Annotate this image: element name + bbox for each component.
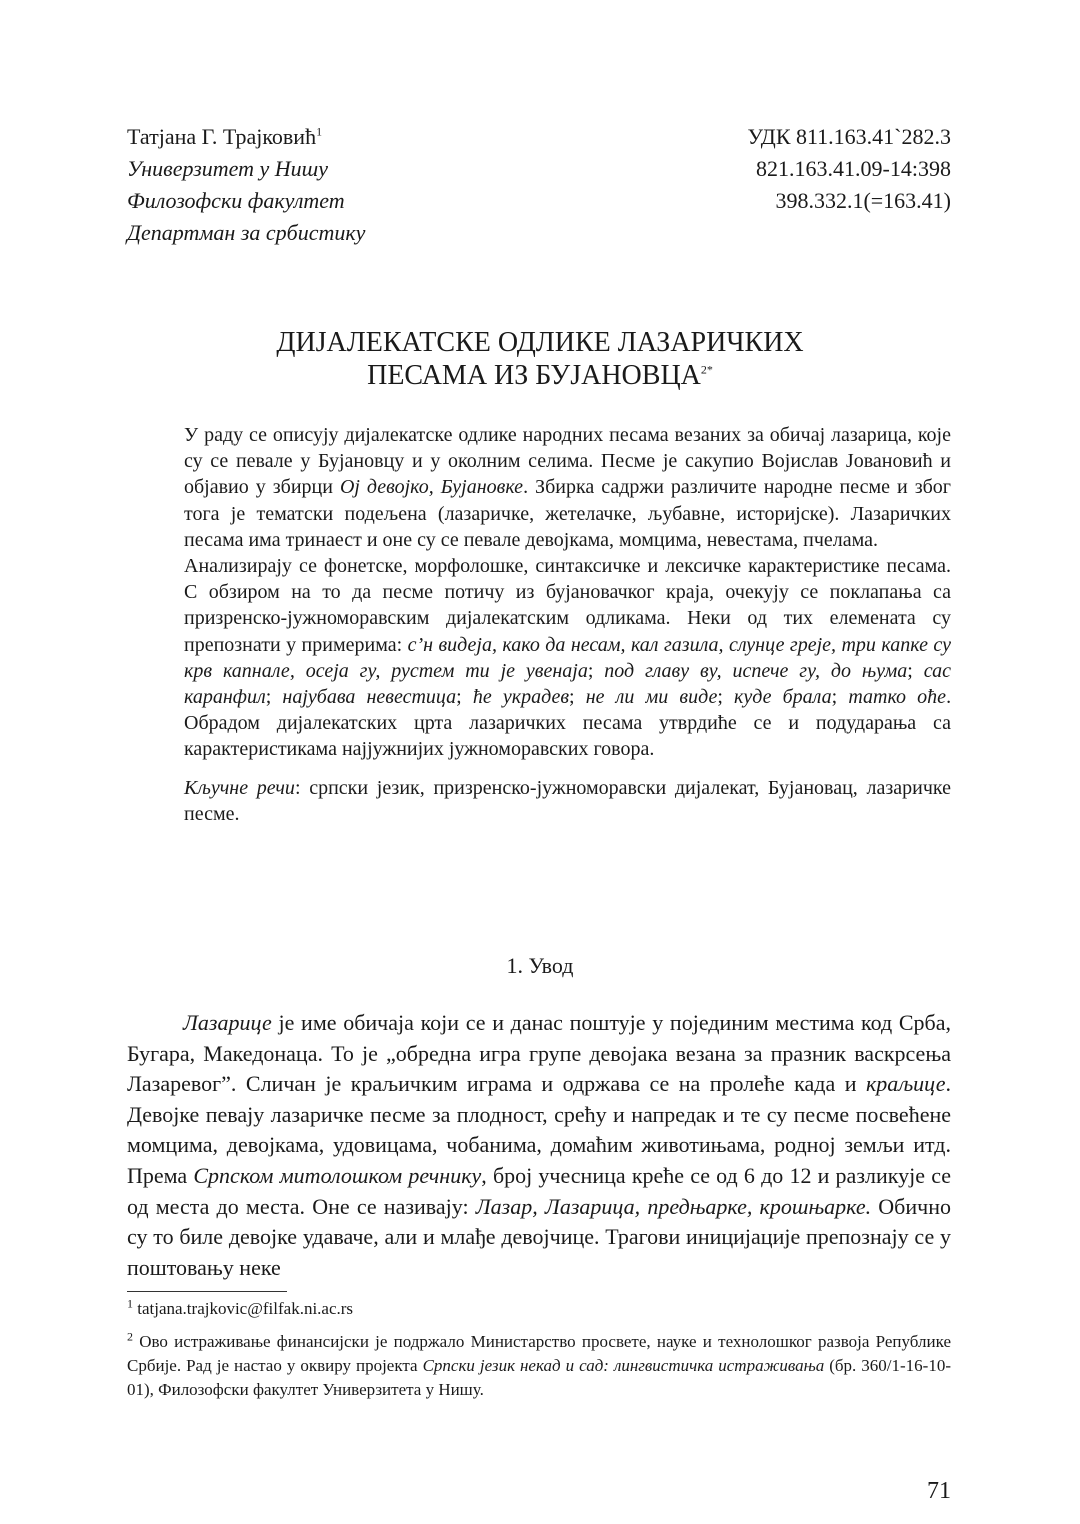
footnote-divider bbox=[127, 1291, 287, 1292]
footnote-1-number: 1 bbox=[127, 1296, 133, 1311]
abstract-text: Анализирају се фонетске, морфолошке, синтаксичке и лексичке карактеристике песама. С обзиром на то да песме потичу из бујановачког краја, очекују се поклапања са призренско-јужноморавским дијалекатским одликама. Неки од тих елемената су препознати у примерима: bbox=[184, 555, 951, 656]
example-phrase: с’н видеја, како да несам, кал газила, слунце греје, три капке су крв капнале, осеја гу, рустем ти је увенаја bbox=[184, 633, 951, 682]
keywords-label: Кључне речи bbox=[184, 776, 295, 799]
author-name bbox=[127, 121, 365, 153]
paper-title bbox=[0, 326, 1080, 392]
title-line-1: ДИЈАЛЕКАТСКЕ ОДЛИКЕ ЛАЗАРИЧКИХ bbox=[276, 327, 804, 358]
page-number: 71 bbox=[927, 1478, 951, 1504]
footnote-text: Ово истраживање финансијски је подржало Министарство просвете, науке и технолошког развоја Републике Србије. Рад је настао у оквиру пројекта bbox=[127, 1332, 951, 1375]
separator: ; bbox=[569, 686, 586, 709]
term-kraljice: краљице bbox=[865, 1071, 946, 1097]
names-list: Лазар, Лазарица, предњарке, крошњарке. bbox=[475, 1193, 872, 1219]
keywords bbox=[184, 775, 951, 827]
udk-block bbox=[747, 121, 951, 217]
body-text bbox=[127, 1008, 951, 1283]
title-line-2 bbox=[0, 359, 1080, 392]
udk-line-3: 398.332.1(=163.41) bbox=[775, 188, 951, 213]
author-email-link[interactable]: tatjana.trajkovic@filfak.ni.ac.rs bbox=[133, 1299, 354, 1318]
abstract-paragraph-2 bbox=[184, 553, 951, 763]
keywords-text: : српски језик, призренско-јужноморавски дијалекат, Бујановац, лазаричке песме. bbox=[184, 776, 951, 825]
abstract-text: У раду се описују дијалекатске одлике народних песама везаних за обичај лазарица, које су се певале у Бујановцу и у околним селима. Песме је сакупио Војислав Јовановић и објавио у збирци bbox=[184, 424, 951, 499]
body-text-run: Обично су то биле девојке удаваче, али и млађе девојчице. Трагови иницијације препознају се у поштовању неке bbox=[127, 1193, 951, 1280]
project-title: Српски језик некад и сад: лингвистичка истраживања bbox=[422, 1356, 825, 1375]
separator: ; bbox=[907, 659, 924, 682]
example-phrase: ће украдев bbox=[472, 686, 570, 709]
dictionary-title: Српском митолошком речнику bbox=[193, 1162, 482, 1188]
author-department: Департман за србистику bbox=[127, 220, 366, 245]
footnote-2 bbox=[127, 1330, 951, 1402]
body-text-run: . Девојке певају лазаричке песме за плодност, срећу и напредак и те су песме посвећене момцима, девојкама, удовицама, чобанима, домаћим животињама, родној земљи итд. Према bbox=[127, 1071, 951, 1188]
author-name-text: Татјана Г. Трајковић bbox=[127, 124, 317, 149]
separator: ; bbox=[265, 686, 283, 709]
udk-line-2: 821.163.41.09-14:398 bbox=[756, 156, 951, 181]
example-phrase: татко оће bbox=[848, 686, 947, 709]
footnote-text: (бр. 360/1-16-10-01), Филозофски факултет Универзитета у Нишу. bbox=[127, 1356, 951, 1399]
separator: ; bbox=[831, 686, 849, 709]
title-footnote-ref[interactable]: 2* bbox=[700, 362, 713, 377]
separator: ; bbox=[587, 659, 605, 682]
abstract bbox=[184, 422, 951, 827]
body-text-run: , број учесница креће се од 6 до 12 и разликује се од места до места. Оне се називају: bbox=[127, 1162, 951, 1219]
term-lazarice: Лазарице bbox=[183, 1010, 272, 1035]
separator: ; bbox=[456, 686, 473, 709]
author-faculty: Филозофски факултет bbox=[127, 188, 345, 213]
footnote-2-number: 2 bbox=[127, 1329, 133, 1344]
separator: ; bbox=[717, 686, 735, 709]
example-phrase: куде брала bbox=[734, 686, 832, 709]
abstract-paragraph-1 bbox=[184, 422, 951, 553]
example-phrase: под главу ву, испече гу, до њума bbox=[604, 659, 908, 682]
example-phrase: не ли ми виде bbox=[585, 686, 718, 709]
body-paragraph bbox=[127, 1008, 951, 1283]
section-heading: 1. Увод bbox=[506, 953, 574, 978]
abstract-text: . Збирка садржи различите народне песме и због тога је тематски подељена (лазаричке, жетелачке, љубавне, историјске). Лазаричких песама има тринаест и оне су се певале девојкама, момцима, невестама, пчелама. bbox=[184, 476, 951, 551]
author-block bbox=[127, 121, 365, 249]
author-footnote-ref[interactable]: 1 bbox=[316, 124, 323, 139]
book-title: Ој девојко, Бујановке bbox=[339, 476, 524, 499]
udk-line-1: УДК 811.163.41`282.3 bbox=[747, 124, 951, 149]
author-university: Универзитет у Нишу bbox=[127, 156, 329, 181]
example-phrase: сас каранфил bbox=[184, 659, 951, 709]
body-text-run: је име обичаја који се и данас поштује у појединим местима код Срба, Бугара, Македонаца. То је „обредна игра групе девојака везана за празник васкрсења Лазаревог”. Сличан је краљичким играма и одржава се на пролеће када и bbox=[127, 1010, 951, 1097]
footnote-2-text bbox=[127, 1330, 951, 1402]
title-line-2-text: ПЕСАМА ИЗ БУЈАНОВЦА bbox=[367, 360, 701, 391]
footnote-1 bbox=[127, 1297, 353, 1321]
abstract-text: . Обрадом дијалекатских црта лазаричких песама утврдиће се и подударања са карактеристикама најјужнијих јужноморавских говора. bbox=[184, 686, 952, 761]
example-phrase: најубава невестица bbox=[282, 686, 457, 709]
